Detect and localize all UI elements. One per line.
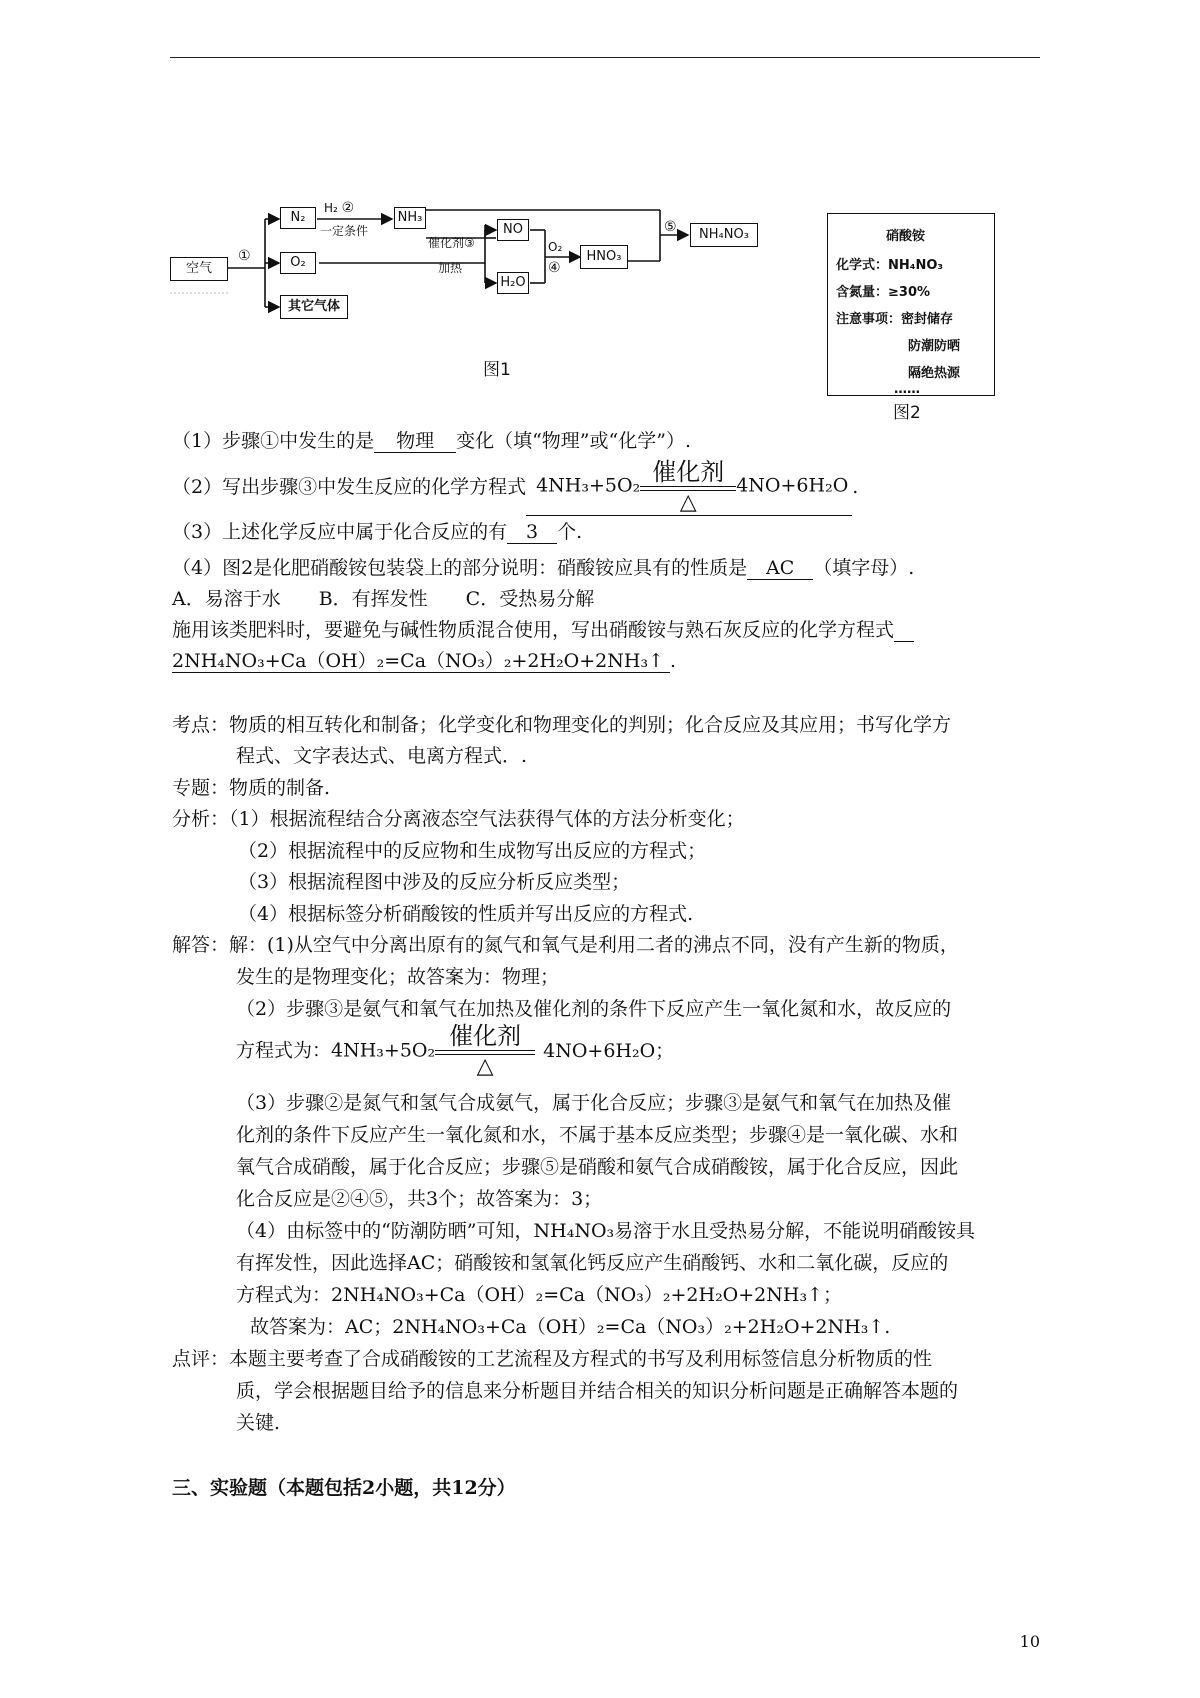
nh4no3-box: NH₄NO₃ bbox=[690, 223, 758, 247]
step3-heat: 加热 bbox=[438, 261, 463, 275]
label-note3: 隔绝热源 bbox=[908, 366, 961, 381]
jieda-a1-line1: 解答：解：(1)从空气中分离出原有的氮气和氧气是利用二者的沸点不同，没有产生新的物质， bbox=[172, 934, 959, 956]
answer-2: 4NH₃+5O₂ 催化剂 △ 4NO+6H₂O bbox=[526, 458, 852, 516]
answer-4: AC bbox=[747, 557, 813, 580]
fertilizer-label-card bbox=[827, 213, 995, 396]
step2-reagent: H₂ ② bbox=[324, 200, 355, 216]
other-gas-box: 其它气体 bbox=[280, 295, 348, 319]
dianping-line3: 关键. bbox=[236, 1412, 281, 1434]
step3-catalyst: 催化剂③ bbox=[428, 236, 475, 250]
dianping-line2: 质，学会根据题目给予的信息来分析题目并结合相关的知识分析问题是正确解答本题的 bbox=[236, 1380, 959, 1402]
label-title: 硝酸铵 bbox=[886, 229, 926, 244]
jieda-a4-line1: （4）由标签中的“防潮防晒”可知，NH₄NO₃易溶于水且受热易分解，不能说明硝酸铵具 bbox=[236, 1220, 976, 1242]
dianping-line1: 点评：本题主要考查了合成硝酸铵的工艺流程及方程式的书写及利用标签信息分析物质的性 bbox=[172, 1348, 933, 1370]
zhuanti: 专题：物质的制备. bbox=[172, 777, 331, 799]
jieda-a3-line1: （3）步骤②是氮气和氢气合成氨气，属于化合反应；步骤③是氨气和氧气在加热及催 bbox=[236, 1092, 952, 1114]
answer-3: 3 bbox=[507, 521, 557, 544]
fenxi-1: 分析：（1）根据流程结合分离液态空气法获得气体的方法分析变化； bbox=[172, 808, 745, 830]
label-nitrogen: 含氮量：≥30% bbox=[836, 285, 931, 300]
step4-label: ④ bbox=[548, 260, 561, 276]
jieda-a1-line2: 发生的是物理变化；故答案为：物理； bbox=[236, 966, 560, 988]
n2-box: N₂ bbox=[280, 207, 316, 229]
hno3-box: HNO₃ bbox=[580, 245, 628, 269]
answer-4b-line: 2NH₄NO₃+Ca（OH）₂=Ca（NO₃）₂+2H₂O+2NH₃↑ . bbox=[172, 650, 677, 672]
jieda-a4-line2: 有挥发性，因此选择AC；硝酸铵和氢氧化钙反应产生硝酸钙、水和二氧化碳，反应的 bbox=[236, 1252, 949, 1274]
kaodian-line2: 程式、文字表达式、电离方程式．. bbox=[236, 745, 528, 767]
jieda-a2-line1: （2）步骤③是氨气和氧气在加热及催化剂的条件下反应产生一氧化氮和水，故反应的 bbox=[236, 998, 952, 1020]
jieda-a4-line4: 故答案为：AC；2NH₄NO₃+Ca（OH）₂=Ca（NO₃）₂+2H₂O+2NH₃↑. bbox=[250, 1316, 891, 1338]
section-3-heading: 三、实验题（本题包括2小题，共12分） bbox=[172, 1477, 516, 1499]
jieda-a3-line3: 氧气合成硝酸，属于化合反应；步骤⑤是硝酸和氨气合成硝酸铵，属于化合反应，因此 bbox=[236, 1156, 959, 1178]
page-number: 10 bbox=[1019, 1632, 1040, 1651]
air-box: 空气 bbox=[170, 257, 228, 281]
reaction-condition-2: 催化剂 △ bbox=[435, 1022, 535, 1079]
figure2-caption: 图2 bbox=[893, 403, 921, 423]
reaction-condition: 催化剂 △ bbox=[640, 458, 736, 515]
label-ellipsis: …… bbox=[894, 382, 920, 397]
jieda-a2-equation: 方程式为：4NH₃+5O₂ 催化剂 △ 4NO+6H₂O； bbox=[236, 1022, 675, 1079]
fenxi-3: （3）根据流程图中涉及的反应分析反应类型； bbox=[238, 871, 631, 893]
question-2: （2）写出步骤③中发生反应的化学方程式 4NH₃+5O₂ 催化剂 △ 4NO+6H₂O . bbox=[172, 458, 859, 515]
header-rule bbox=[170, 57, 1040, 58]
step1-label: ① bbox=[238, 248, 251, 264]
question-4b: 施用该类肥料时，要避免与碱性物质混合使用，写出硝酸铵与熟石灰反应的化学方程式 bbox=[172, 617, 914, 643]
jieda-a4-line3: 方程式为：2NH₄NO₃+Ca（OH）₂=Ca（NO₃）₂+2H₂O+2NH₃↑； bbox=[236, 1284, 842, 1306]
jieda-a3-line4: 化合反应是②④⑤，共3个；故答案为：3； bbox=[236, 1188, 603, 1210]
no-box: NO bbox=[497, 219, 529, 241]
label-formula: 化学式：NH₄NO₃ bbox=[836, 258, 944, 273]
fenxi-2: （2）根据流程中的反应物和生成物写出反应的方程式； bbox=[238, 840, 707, 862]
step4-reagent: O₂ bbox=[548, 240, 563, 254]
step5-label: ⑤ bbox=[664, 219, 677, 235]
question-3: （3）上述化学反应中属于化合反应的有 3 个. bbox=[172, 521, 583, 543]
fenxi-4: （4）根据标签分析硝酸铵的性质并写出反应的方程式. bbox=[238, 903, 694, 925]
o2-box: O₂ bbox=[280, 252, 316, 274]
jieda-a3-line2: 化剂的条件下反应产生一氧化氮和水，不属于基本反应类型；步骤④是一氧化碳、水和 bbox=[236, 1124, 959, 1146]
answer-1: 物理 bbox=[374, 430, 456, 453]
kaodian-line1: 考点：物质的相互转化和制备；化学变化和物理变化的判别；化合反应及其应用；书写化学方 bbox=[172, 714, 952, 736]
label-note2: 防潮防晒 bbox=[908, 339, 961, 354]
step2-condition: 一定条件 bbox=[320, 224, 369, 238]
nh3-box: NH₃ bbox=[394, 207, 426, 229]
h2o-box: H₂O bbox=[497, 272, 529, 294]
question-1: （1）步骤①中发生的是 物理 变化（填“物理”或“化学”）. bbox=[172, 430, 691, 452]
figure1-caption: 图1 bbox=[483, 360, 511, 380]
answer-4b: 2NH₄NO₃+Ca（OH）₂=Ca（NO₃）₂+2H₂O+2NH₃↑ bbox=[172, 650, 670, 673]
options: A．易溶于水 B．有挥发性 C．受热易分解 bbox=[172, 588, 595, 610]
label-notes: 注意事项：密封储存 bbox=[836, 312, 954, 327]
question-4: （4）图2是化肥硝酸铵包装袋上的部分说明：硝酸铵应具有的性质是 AC （填字母）. bbox=[172, 557, 915, 579]
